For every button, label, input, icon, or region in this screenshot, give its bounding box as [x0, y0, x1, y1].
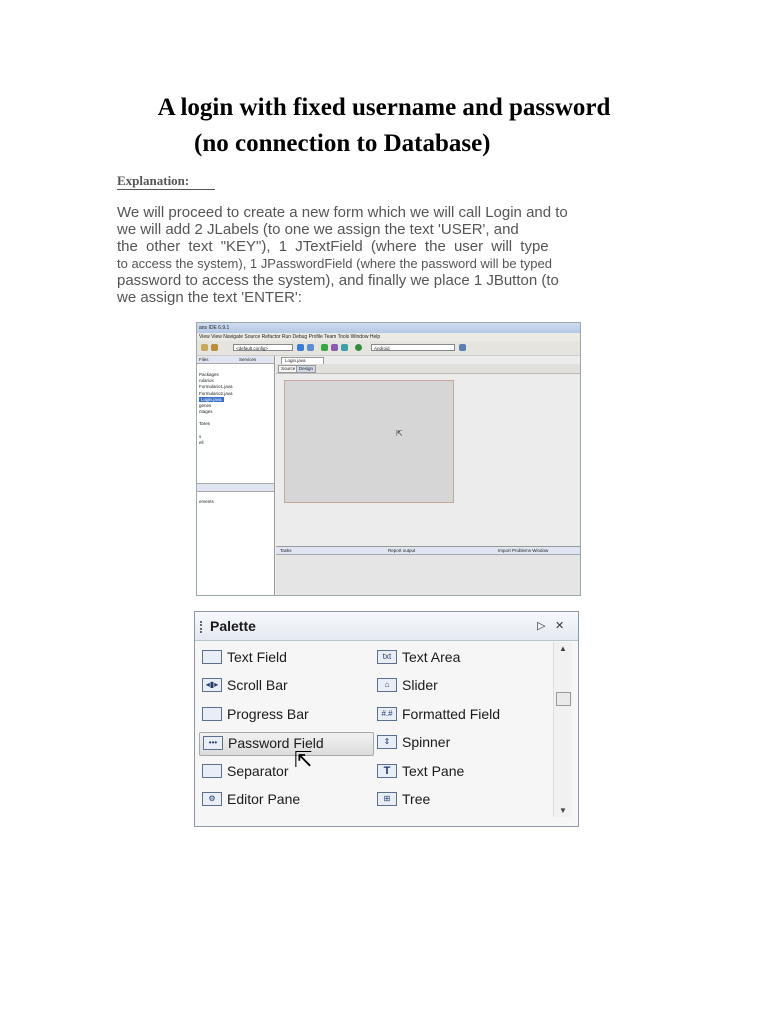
- project-tree: [199, 366, 233, 446]
- output-tabs: [276, 547, 580, 555]
- progress-bar-icon: [202, 707, 222, 721]
- search-icon: [459, 344, 466, 351]
- mouse-pointer-icon: ⇱: [294, 747, 313, 772]
- grip-icon: [200, 621, 205, 633]
- palette-item-label: Password Field: [228, 735, 324, 751]
- text-pane-icon: T: [377, 764, 397, 778]
- clean-build-icon: [307, 344, 314, 351]
- tree-item: Formulario2.java: [199, 390, 233, 396]
- palette-title: Palette: [210, 618, 256, 634]
- ide-title-text: ans IDE 6.9.1: [199, 325, 230, 331]
- palette-header: [195, 612, 578, 641]
- tab-files: Files: [199, 357, 209, 362]
- palette-item-label: Text Field: [227, 649, 287, 665]
- ide-toolbar: [197, 341, 580, 356]
- mouse-cursor-icon: ⇱: [396, 429, 403, 438]
- palette-item-editor-pane: [202, 790, 372, 810]
- globe-icon: [355, 344, 362, 351]
- config-combo: <default config>: [233, 344, 293, 351]
- tree-item: Tares: [199, 421, 211, 427]
- palette-item-label: Separator: [227, 763, 289, 779]
- formatted-field-icon: #.#: [377, 707, 397, 721]
- palette-item-tree: [377, 790, 537, 810]
- paragraph-line: we assign the text 'ENTER':: [117, 289, 302, 306]
- scroll-up-icon: ▲: [559, 644, 567, 653]
- tab-import-problems: Import Problems Window: [498, 548, 549, 553]
- spinner-icon: ⇕: [377, 735, 397, 749]
- redo-icon: [211, 344, 218, 351]
- tree-item: Formulario1.java: [199, 384, 233, 390]
- build-icon: [297, 344, 304, 351]
- palette-scrollbar: [553, 642, 572, 817]
- profile-icon: [341, 344, 348, 351]
- palette-item-label: Tree: [402, 791, 431, 807]
- scroll-bar-icon: ◂▮▸: [202, 678, 222, 692]
- paragraph-line: to access the system), 1 JPasswordField (where the password will be typed: [117, 256, 552, 271]
- close-icon: ✕: [555, 620, 565, 632]
- palette-item-label: Text Area: [402, 649, 461, 665]
- paragraph-line: We will proceed to create a new form which we will call Login and to: [117, 204, 568, 221]
- paragraph-line: the other text "KEY"), 1 JTextField (where the user will type: [117, 238, 549, 255]
- tab-report-output: Report output: [388, 548, 416, 553]
- page-title-line-2: (no connection to Database): [194, 130, 491, 157]
- source-button: Source: [278, 365, 298, 373]
- design-canvas: [284, 380, 454, 503]
- paragraph-line: we will add 2 JLabels (to one we assign the text 'USER', and: [117, 221, 519, 238]
- separator-icon: [202, 764, 222, 778]
- ide-menu-text: View View Navigate Source Refactor Run Debug Profile Team Tools Window Help: [199, 334, 381, 340]
- output-panel: [276, 546, 580, 596]
- palette-item-label: Spinner: [402, 734, 451, 750]
- palette-item-password-field: [199, 732, 374, 756]
- tab-tasks: Tasks: [280, 548, 292, 553]
- palette-item-text-field: [202, 648, 372, 668]
- minimize-icon: ▷: [537, 620, 546, 632]
- projects-pane: [197, 356, 275, 595]
- run-icon: [321, 344, 328, 351]
- navigator-header: [197, 483, 274, 492]
- palette-item-text-area: [377, 648, 537, 668]
- palette-screenshot: [194, 611, 579, 827]
- palette-item-label: Editor Pane: [227, 791, 301, 807]
- tree-item-selected: Login.java: [201, 396, 222, 402]
- navigator-label: ements: [199, 499, 214, 504]
- tree-item: rularios: [199, 378, 214, 384]
- palette-item-progress-bar: [202, 705, 372, 725]
- text-field-icon: [202, 650, 222, 664]
- search-combo: Android: [371, 344, 455, 351]
- tree-item: genes: [199, 403, 212, 409]
- scroll-thumb: [556, 692, 571, 706]
- palette-item-spinner: [377, 733, 537, 753]
- tree-icon: ⊞: [377, 792, 397, 806]
- projects-tabs: [197, 356, 274, 364]
- ide-title-bar: [197, 323, 580, 333]
- palette-item-label: Slider: [402, 677, 438, 693]
- palette-item-label: Formatted Field: [402, 706, 501, 722]
- tree-item: s: [199, 433, 202, 439]
- editor-tab: Login.java: [281, 357, 324, 365]
- ide-screenshot: [196, 322, 581, 596]
- palette-item-slider: [377, 676, 537, 696]
- undo-icon: [201, 344, 208, 351]
- slider-icon: ⌂: [377, 678, 397, 692]
- explanation-paragraph: [117, 204, 637, 306]
- tree-item: ntages: [199, 409, 213, 415]
- tree-item: ell: [199, 439, 204, 445]
- editor-pane-icon: ⚙: [202, 792, 222, 806]
- palette-item-scroll-bar: [202, 676, 372, 696]
- design-button: Design: [296, 365, 316, 373]
- tree-item: Packages: [199, 372, 219, 377]
- explanation-label: Explanation:: [117, 173, 215, 190]
- palette-item-label: Text Pane: [402, 763, 465, 779]
- text-area-icon: txt: [377, 650, 397, 664]
- editor-area: [276, 356, 580, 546]
- palette-item-label: Progress Bar: [227, 706, 309, 722]
- debug-icon: [331, 344, 338, 351]
- password-field-icon: •••: [203, 736, 223, 750]
- palette-item-text-pane: [377, 762, 537, 782]
- palette-item-label: Scroll Bar: [227, 677, 288, 693]
- page-title-line-1: A login with fixed username and password: [157, 94, 611, 121]
- scroll-down-icon: ▼: [559, 806, 567, 815]
- palette-item-separator: [202, 762, 372, 782]
- editor-toolbar: [276, 364, 580, 374]
- palette-item-formatted-field: [377, 705, 537, 725]
- ide-menu-bar: [197, 333, 580, 341]
- tab-services: Services: [239, 357, 257, 362]
- paragraph-line: password to access the system), and finally we place 1 JButton (to: [117, 272, 559, 289]
